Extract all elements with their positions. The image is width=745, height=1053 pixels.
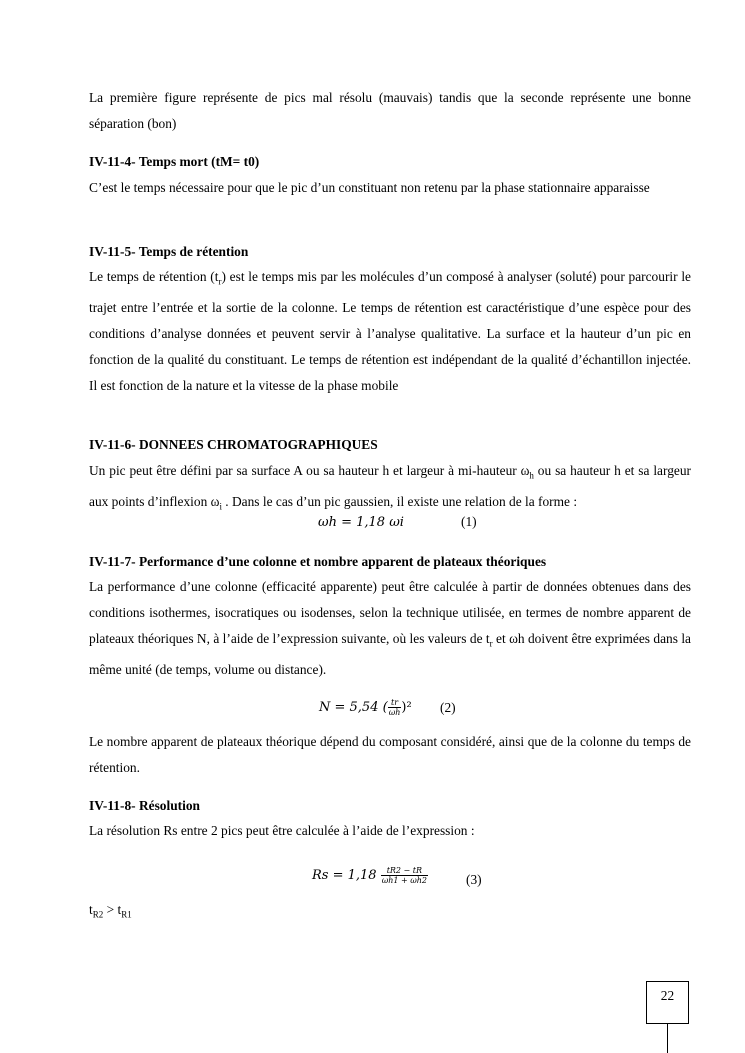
equation-3: Rs = 1,18 $\frac{tR2 - tR}{\omega h1 + \omega h2}$ — [312, 866, 428, 885]
heading-temps-mort: IV-11-4- Temps mort (tM= t0) — [89, 154, 260, 169]
equation-2: N = 5,54 ( $\frac{tr}{\omega h}$ )² — [319, 698, 412, 717]
paragraph-donnees: Un pic peut être défini par sa surface A ou sa hauteur h et largeur à mi-hauteur $\omega_h$ ou sa hauteur h et sa largeur aux points d’inflexion $\omega_i$ . Dans le cas d’un pic gaussien, il existe une relation de la forme : — [89, 463, 691, 512]
paragraph-resolution: La résolution Rs entre 2 pics peut être calculée à l’aide de l’expression : — [89, 823, 475, 838]
paragraph-nombre-plateaux: Le nombre apparent de plateaux théorique dépend du composant considéré, ainsi que de la colonne du temps de rétention. — [89, 734, 691, 775]
paragraph-performance: La performance d’une colonne (efficacité apparente) peut être calculée à partir de données obtenues dans des conditions isothermes, isocratiques ou isodenses, selon la technique utilisée, en termes de nombre apparent de plateaux théoriques N, à l’aide de l’expression suivante, où les valeurs de $t_r$ et ωh doivent être exprimées dans la même unité (de temps, volume ou distance). — [89, 579, 691, 677]
heading-resolution: IV-11-8- Résolution — [89, 798, 200, 813]
equation-3-fraction: $\frac{tR2 - tR}{\omega h1 + \omega h2}$ — [381, 866, 428, 885]
equation-2-number: (2) — [440, 700, 456, 715]
heading-temps-retention: IV-11-5- Temps de rétention — [89, 244, 249, 259]
page-number-line — [667, 1024, 668, 1053]
paragraph-temps-retention: Le temps de rétention $(t_r)$ est le temps mis par les molécules d’un composé à analyser (soluté) pour parcourir le trajet entre l’entrée et la sortie de la colonne. Le temps de rétention est caractéristique d’une espèce pour des conditions d’analyse données et peuvent servir à l’analyse qualitative. La surface et la hauteur d’un pic en fonction de la qualité du constituant. Le temps de rétention est indépendant de la qualité d’échantillon injectée. Il est fonction de la nature et la vitesse de la phase mobile — [89, 269, 691, 393]
paragraph-temps-mort: C’est le temps nécessaire pour que le pic d’un constituant non retenu par la phase stationnaire apparaisse — [89, 180, 650, 195]
condition-tr: $t_{R2} > t_{R1}$ — [89, 902, 132, 920]
heading-donnees: IV-11-6- DONNEES CHROMATOGRAPHIQUES — [89, 437, 378, 452]
page-number-box — [646, 981, 689, 1024]
heading-performance: IV-11-7- Performance d’une colonne et nombre apparent de plateaux théoriques — [89, 554, 547, 569]
equation-1: ωh = 1,18 ωi — [318, 515, 404, 530]
equation-2-fraction: $\frac{tr}{\omega h}$ — [388, 698, 401, 717]
page-number: 22 — [660, 988, 675, 1003]
equation-3-number: (3) — [466, 872, 482, 887]
paragraph-figures: La première figure représente de pics mal résolu (mauvais) tandis que la seconde représente une bonne séparation (bon) — [89, 90, 691, 131]
equation-1-number: (1) — [461, 514, 477, 529]
